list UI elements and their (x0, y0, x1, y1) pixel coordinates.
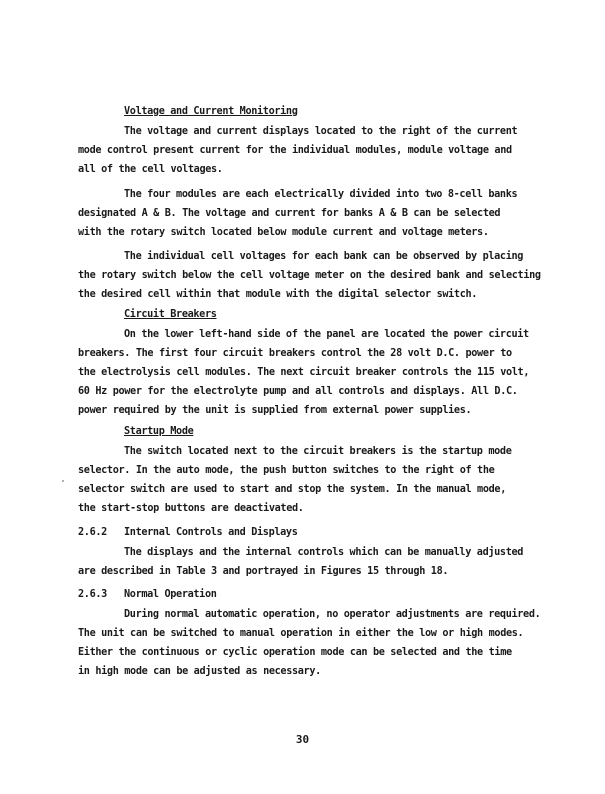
page-number: 30 (295, 733, 310, 746)
heading-circuit-breakers: Circuit Breakers (124, 309, 217, 320)
paragraph-line: breakers. The first four circuit breakers control the 28 volt D.C. power to (78, 348, 512, 359)
paragraph-line: the electrolysis cell modules. The next circuit breaker controls the 115 volt, (78, 367, 530, 378)
paragraph-line: selector switch are used to start and stop the system. In the manual mode, (78, 484, 506, 495)
paragraph-line: mode control present current for the individual modules, module voltage and (78, 145, 512, 156)
heading-internal-controls: Internal Controls and Displays (124, 527, 298, 538)
heading-normal-operation: Normal Operation (124, 589, 217, 600)
paragraph-line: the rotary switch below the cell voltage meter on the desired bank and selecting (78, 270, 541, 281)
paragraph-line: During normal automatic operation, no operator adjustments are required. (124, 609, 541, 620)
heading-startup-mode: Startup Mode (124, 426, 194, 437)
paragraph-line: selector. In the auto mode, the push button switches to the right of the (78, 465, 495, 476)
section-number: 2.6.3 (78, 589, 107, 600)
paragraph-line: in high mode can be adjusted as necessary. (78, 666, 321, 677)
paragraph-line: Either the continuous or cyclic operation mode can be selected and the time (78, 647, 512, 658)
paragraph-line: The voltage and current displays located to the right of the current (124, 126, 518, 137)
paragraph-line: all of the cell voltages. (78, 164, 223, 175)
paragraph-line: The individual cell voltages for each bank can be observed by placing (124, 251, 524, 262)
paragraph-line: On the lower left-hand side of the panel are located the power circuit (124, 329, 529, 340)
speck-mark (62, 480, 64, 482)
paragraph-line: the desired cell within that module with the digital selector switch. (78, 289, 478, 300)
section-number: 2.6.2 (78, 527, 107, 538)
paragraph-line: are described in Table 3 and portrayed in Figures 15 through 18. (78, 566, 449, 577)
paragraph-line: 60 Hz power for the electrolyte pump and all controls and displays. All D.C. (78, 386, 518, 397)
paragraph-line: The four modules are each electrically divided into two 8-cell banks (124, 189, 518, 200)
paragraph-line: designated A & B. The voltage and current for banks A & B can be selected (78, 208, 501, 219)
paragraph-line: the start-stop buttons are deactivated. (78, 503, 304, 514)
paragraph-line: The displays and the internal controls which can be manually adjusted (124, 547, 524, 558)
heading-voltage-current: Voltage and Current Monitoring (124, 106, 298, 117)
paragraph-line: power required by the unit is supplied from external power supplies. (78, 405, 472, 416)
paragraph-line: The unit can be switched to manual operation in either the low or high modes. (78, 628, 524, 639)
paragraph-line: The switch located next to the circuit breakers is the startup mode (124, 446, 512, 457)
paragraph-line: with the rotary switch located below module current and voltage meters. (78, 227, 489, 238)
